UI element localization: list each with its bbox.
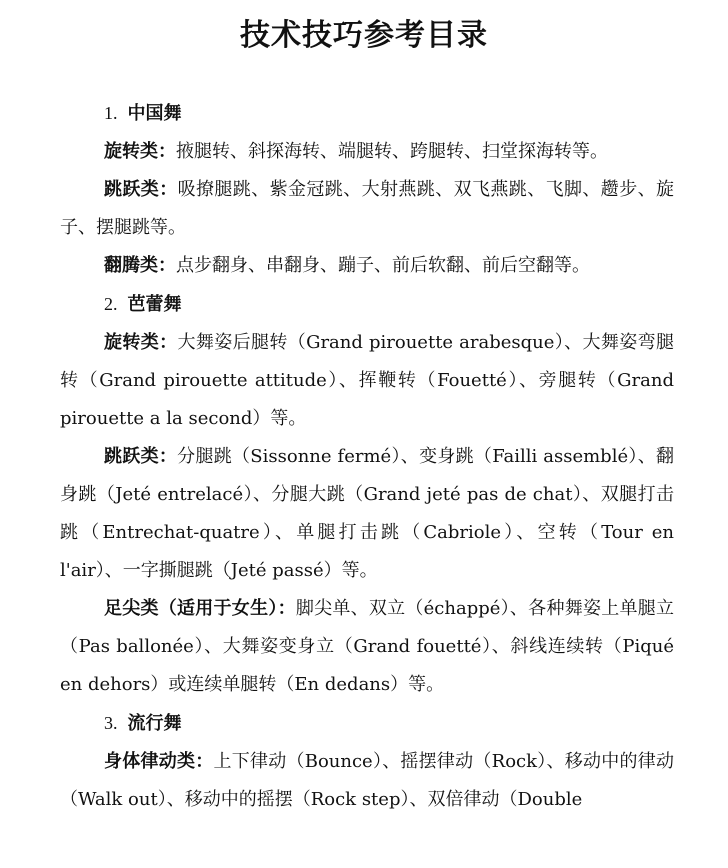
item-paragraph	[60, 247, 674, 285]
section-name: 流行舞	[127, 713, 182, 734]
item-text: 吸撩腿跳、紫金冠跳、大射燕跳、双飞燕跳、飞脚、趱步、旋子、摆腿跳等。	[60, 179, 675, 238]
section-number: 1.	[104, 103, 118, 123]
item-paragraph	[60, 171, 674, 247]
item-label: 身体律动类：	[104, 751, 214, 772]
item-label: 旋转类：	[104, 332, 178, 353]
section-name: 中国舞	[127, 103, 182, 124]
item-paragraph	[60, 743, 674, 819]
item-label: 跳跃类：	[104, 179, 178, 200]
section-number: 3.	[104, 713, 118, 733]
page-title: 技术技巧参考目录	[240, 18, 488, 53]
catalog-content	[60, 94, 674, 819]
item-paragraph	[60, 438, 674, 590]
item-text: 脚尖单、双立（échappé）、各种舞姿上单腿立（Pas ballonée）、大舞姿变身立（Grand fouetté）、斜线连续转（Piqué en dehors）或连续单腿转（En dedans）等。	[60, 598, 674, 695]
section-heading-popular-dance	[60, 704, 674, 743]
section-heading-ballet	[60, 285, 674, 324]
item-text: 大舞姿后腿转（Grand pirouette arabesque）、大舞姿弯腿转（Grand pirouette attitude）、挥鞭转（Fouetté）、旁腿转（Grand pirouette a la second）等。	[60, 332, 675, 429]
item-label: 足尖类（适用于女生）：	[104, 598, 296, 619]
item-text: 上下律动（Bounce）、摇摆律动（Rock）、移动中的律动（Walk out）、移动中的摇摆（Rock step）、双倍律动（Double	[60, 751, 675, 810]
item-label: 翻腾类：	[104, 255, 176, 276]
item-paragraph	[60, 590, 674, 704]
item-text: 掖腿转、斜探海转、端腿转、跨腿转、扫堂探海转等。	[176, 141, 608, 162]
item-text: 点步翻身、串翻身、蹦子、前后软翻、前后空翻等。	[176, 255, 590, 276]
section-heading-chinese-dance	[60, 94, 674, 133]
item-label: 旋转类：	[104, 141, 176, 162]
section-name: 芭蕾舞	[127, 294, 182, 315]
item-paragraph	[60, 133, 674, 171]
item-paragraph	[60, 324, 674, 438]
section-number: 2.	[104, 294, 118, 314]
item-text: 分腿跳（Sissonne fermé）、变身跳（Failli assemblé）、翻身跳（Jeté entrelacé）、分腿大跳（Grand jeté pas de chat）、双腿打击跳（Entrechat-quatre）、单腿打击跳（Cabriole）、空转（Tour en l'air）、一字撕腿跳（Jeté passé）等。	[60, 446, 674, 581]
item-label: 跳跃类：	[104, 446, 178, 467]
